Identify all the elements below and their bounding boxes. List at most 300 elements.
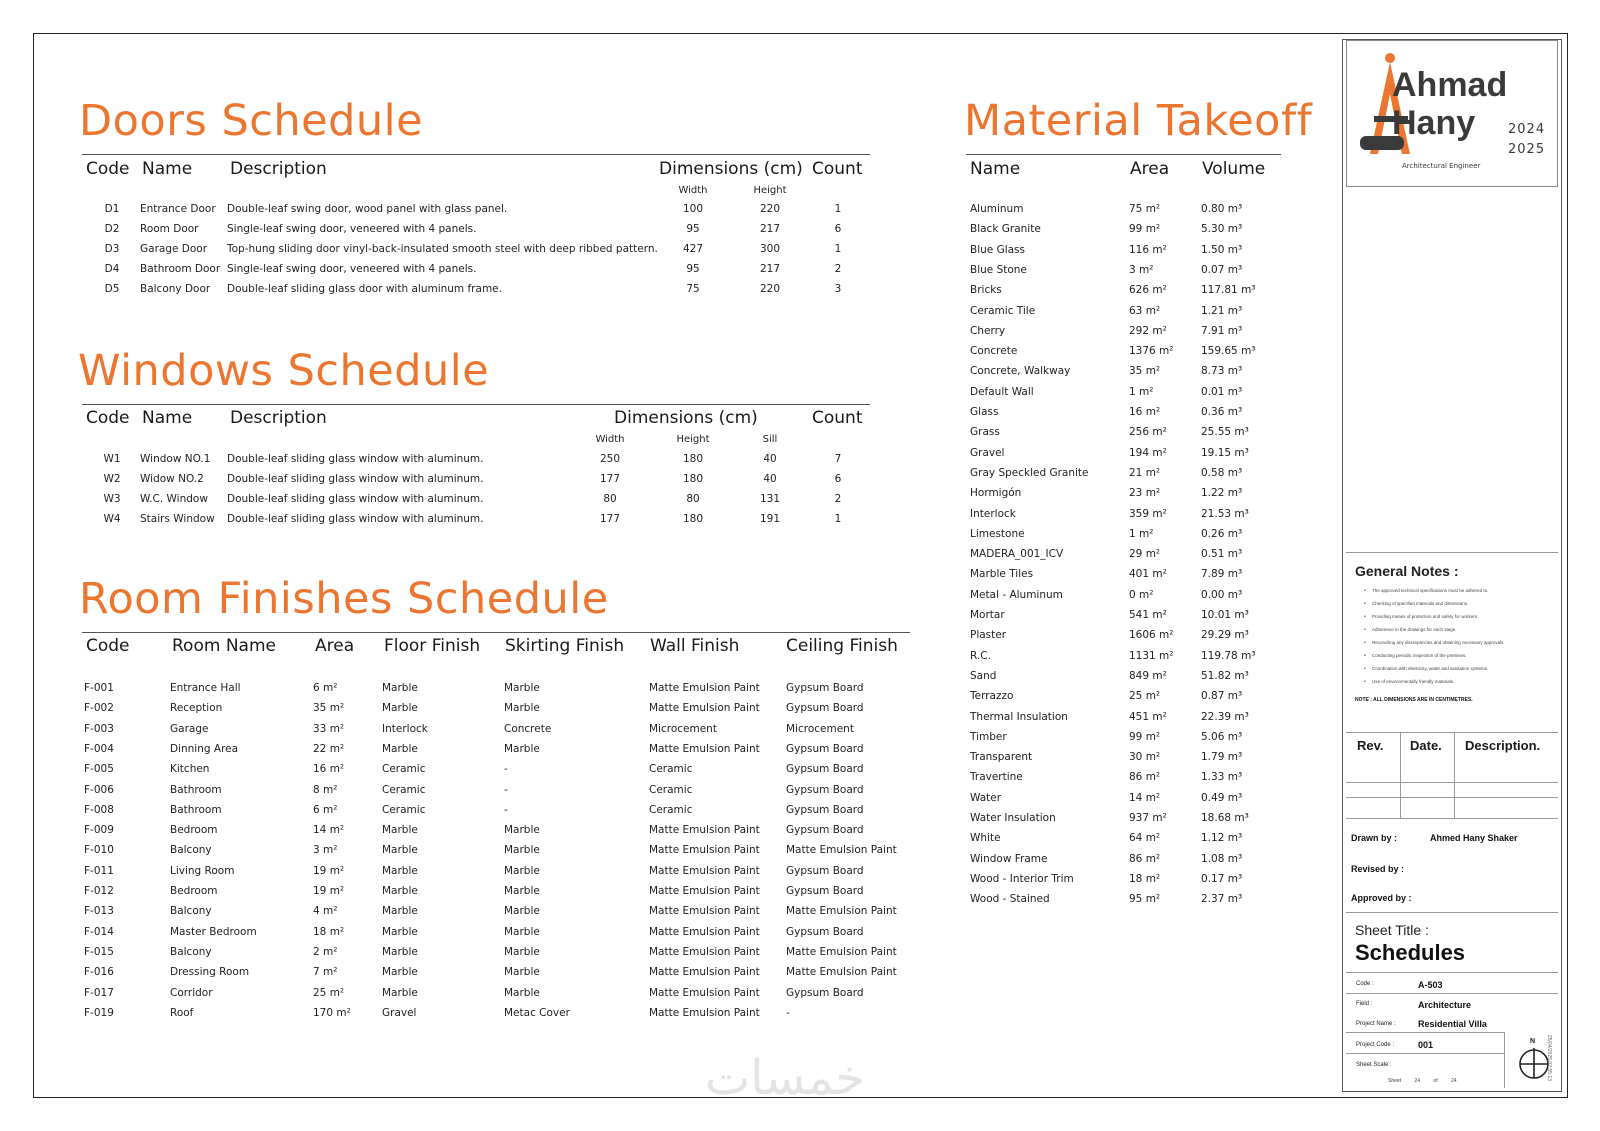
rev-header-rule bbox=[1346, 782, 1558, 783]
door-name: Balcony Door bbox=[140, 283, 211, 295]
drawn-by-value: Ahmed Hany Shaker bbox=[1430, 833, 1518, 843]
room-ceiling-finish: Gypsum Board bbox=[786, 702, 864, 715]
code-value: A-503 bbox=[1418, 980, 1443, 990]
room-code: F-019 bbox=[84, 1006, 114, 1019]
room-floor-finish: Marble bbox=[382, 824, 418, 837]
material-name: Gray Speckled Granite bbox=[970, 466, 1089, 479]
material-volume: 1.12 m³ bbox=[1201, 832, 1243, 845]
material-area: 401 m² bbox=[1129, 568, 1167, 581]
revised-by-label: Revised by : bbox=[1351, 864, 1405, 874]
room-finishes-title: Room Finishes Schedule bbox=[79, 574, 609, 624]
windows-subheader-height: Height bbox=[676, 434, 710, 445]
door-count: 3 bbox=[834, 283, 842, 295]
window-count: 7 bbox=[834, 453, 842, 465]
room-skirting-finish: Marble bbox=[504, 844, 540, 857]
window-name: Widow NO.2 bbox=[140, 473, 204, 485]
room-code: F-017 bbox=[84, 986, 114, 999]
window-count: 6 bbox=[834, 473, 842, 485]
door-description: Double-leaf swing door, wood panel with glass panel. bbox=[227, 203, 508, 215]
room-name: Garage bbox=[170, 722, 209, 735]
room-wall-finish: Matte Emulsion Paint bbox=[649, 986, 760, 999]
material-volume: 22.39 m³ bbox=[1201, 710, 1249, 723]
material-volume: 0.17 m³ bbox=[1201, 872, 1243, 885]
room-name: Roof bbox=[170, 1006, 194, 1019]
room-skirting-finish: - bbox=[504, 783, 508, 796]
material-volume: 0.51 m³ bbox=[1201, 548, 1243, 561]
window-height: 180 bbox=[682, 453, 704, 465]
logo-year-2: 2025 bbox=[1508, 142, 1546, 157]
material-area: 21 m² bbox=[1129, 466, 1161, 479]
windows-title-rule bbox=[82, 404, 870, 405]
room-name: Dressing Room bbox=[170, 966, 250, 979]
material-volume: 29.29 m³ bbox=[1201, 629, 1249, 642]
window-name: W.C. Window bbox=[140, 493, 208, 505]
room-code: F-008 bbox=[84, 803, 114, 816]
material-area: 30 m² bbox=[1129, 751, 1161, 764]
room-wall-finish: Matte Emulsion Paint bbox=[649, 742, 760, 755]
rev-header-date: Date. bbox=[1410, 738, 1442, 753]
room-floor-finish: Marble bbox=[382, 702, 418, 715]
material-volume: 5.30 m³ bbox=[1201, 223, 1243, 236]
material-takeoff-title: Material Takeoff bbox=[964, 96, 1313, 146]
door-height: 217 bbox=[759, 223, 781, 235]
materials-header-area: Area bbox=[1130, 159, 1170, 179]
room-code: F-012 bbox=[84, 885, 114, 897]
rooms-header-code: Code bbox=[86, 636, 130, 656]
doors-header-code: Code bbox=[86, 159, 130, 179]
windows-header-description: Description bbox=[230, 408, 327, 428]
material-name: Terrazzo bbox=[970, 690, 1014, 703]
material-area: 1606 m² bbox=[1129, 629, 1174, 642]
room-name: Bathroom bbox=[170, 783, 222, 796]
material-area: 0 m² bbox=[1129, 588, 1154, 601]
room-wall-finish: Matte Emulsion Paint bbox=[649, 864, 760, 877]
room-area: 16 m² bbox=[313, 763, 345, 776]
project-code-rule bbox=[1346, 1053, 1504, 1054]
window-code: W4 bbox=[103, 513, 121, 525]
window-description: Double-leaf sliding glass window with aluminum. bbox=[227, 493, 484, 505]
material-name: Concrete bbox=[970, 345, 1018, 358]
material-volume: 0.00 m³ bbox=[1201, 588, 1243, 601]
room-code: F-009 bbox=[84, 824, 114, 837]
rev-bottom-rule bbox=[1346, 818, 1558, 819]
rev-col-divider-2 bbox=[1454, 732, 1455, 818]
sheet-number: 24 bbox=[1414, 1078, 1421, 1084]
room-floor-finish: Gravel bbox=[382, 1006, 417, 1019]
window-name: Window NO.1 bbox=[140, 453, 211, 465]
room-code: F-013 bbox=[84, 905, 114, 918]
sheet-title-value: Schedules bbox=[1355, 940, 1466, 965]
material-volume: 0.36 m³ bbox=[1201, 406, 1243, 418]
door-width: 75 bbox=[686, 283, 700, 295]
room-area: 6 m² bbox=[313, 803, 338, 816]
door-width: 100 bbox=[682, 203, 704, 215]
material-area: 359 m² bbox=[1129, 507, 1167, 520]
material-volume: 1.33 m³ bbox=[1201, 771, 1243, 784]
room-code: F-001 bbox=[84, 682, 114, 694]
material-volume: 0.01 m³ bbox=[1201, 385, 1243, 398]
window-width: 80 bbox=[603, 493, 617, 505]
drawn-by-label: Drawn by : bbox=[1351, 833, 1398, 843]
material-name: White bbox=[970, 832, 1001, 845]
rooms-header-area: Area bbox=[315, 636, 355, 656]
door-name: Garage Door bbox=[140, 243, 208, 255]
room-floor-finish: Marble bbox=[382, 885, 418, 897]
room-code: F-010 bbox=[84, 844, 114, 857]
room-area: 25 m² bbox=[313, 986, 345, 999]
logo-text: Ahmad Hany bbox=[1392, 66, 1508, 142]
room-area: 35 m² bbox=[313, 702, 345, 715]
room-floor-finish: Marble bbox=[382, 844, 418, 857]
room-name: Balcony bbox=[170, 945, 212, 958]
room-wall-finish: Matte Emulsion Paint bbox=[649, 844, 760, 857]
room-floor-finish: Marble bbox=[382, 925, 418, 938]
material-name: MADERA_001_ICV bbox=[970, 548, 1064, 561]
room-area: 6 m² bbox=[313, 682, 338, 694]
room-wall-finish: Ceramic bbox=[649, 803, 693, 816]
material-name: Default Wall bbox=[970, 385, 1034, 398]
of-label: of bbox=[1433, 1078, 1438, 1084]
rooms-header-skirting: Skirting Finish bbox=[505, 636, 625, 656]
room-ceiling-finish: Microcement bbox=[786, 722, 854, 735]
room-skirting-finish: Marble bbox=[504, 682, 540, 694]
material-volume: 7.89 m³ bbox=[1201, 568, 1243, 581]
project-name-value: Residential Villa bbox=[1418, 1019, 1487, 1029]
window-width: 177 bbox=[599, 473, 621, 485]
room-skirting-finish: Marble bbox=[504, 885, 540, 897]
rev-header-rev: Rev. bbox=[1357, 738, 1384, 753]
room-ceiling-finish: Gypsum Board bbox=[786, 925, 864, 938]
material-name: Travertine bbox=[970, 771, 1023, 784]
material-area: 541 m² bbox=[1129, 609, 1167, 621]
sheet-label: Sheet bbox=[1388, 1078, 1402, 1084]
sheet-total: 24 bbox=[1450, 1078, 1457, 1084]
material-volume: 21.53 m³ bbox=[1201, 507, 1249, 520]
room-name: Bathroom bbox=[170, 803, 222, 816]
material-volume: 1.21 m³ bbox=[1201, 304, 1243, 317]
material-name: Sand bbox=[970, 669, 997, 682]
material-volume: 18.68 m³ bbox=[1201, 812, 1249, 824]
material-name: Limestone bbox=[970, 527, 1025, 540]
room-wall-finish: Matte Emulsion Paint bbox=[649, 885, 760, 897]
door-description: Single-leaf swing door, veneered with 4 panels. bbox=[227, 223, 477, 235]
door-height: 220 bbox=[759, 203, 781, 215]
room-ceiling-finish: Matte Emulsion Paint bbox=[786, 945, 897, 958]
material-area: 451 m² bbox=[1129, 710, 1167, 723]
logo-subtitle: Architectural Engineer bbox=[1402, 162, 1481, 170]
door-count: 1 bbox=[834, 243, 842, 255]
door-code: D3 bbox=[104, 243, 120, 255]
room-name: Master Bedroom bbox=[170, 925, 257, 938]
material-volume: 1.08 m³ bbox=[1201, 852, 1243, 865]
room-ceiling-finish: Gypsum Board bbox=[786, 824, 864, 837]
window-code: W2 bbox=[103, 473, 121, 485]
north-divider bbox=[1504, 1032, 1505, 1088]
project-code-value: 001 bbox=[1418, 1040, 1434, 1050]
door-code: D4 bbox=[104, 263, 120, 275]
room-wall-finish: Ceramic bbox=[649, 763, 693, 776]
sheet-title-bottom-rule bbox=[1346, 972, 1558, 973]
door-count: 6 bbox=[834, 223, 842, 235]
material-volume: 1.79 m³ bbox=[1201, 751, 1243, 764]
room-ceiling-finish: Gypsum Board bbox=[786, 803, 864, 816]
material-area: 29 m² bbox=[1129, 548, 1161, 561]
room-floor-finish: Marble bbox=[382, 966, 418, 979]
door-description: Top-hung sliding door vinyl-back-insulated smooth steel with deep ribbed pattern. bbox=[227, 243, 658, 255]
material-name: Wood - Stained bbox=[970, 893, 1050, 906]
general-note-item: • Adherence to the drawings for each stage. bbox=[1372, 627, 1457, 632]
door-width: 95 bbox=[686, 263, 700, 275]
sheet-title-top-rule bbox=[1346, 912, 1558, 913]
code-label: Code : bbox=[1356, 981, 1374, 987]
general-note-item: • Checking of specified materials and dimensions. bbox=[1372, 601, 1468, 606]
material-name: Blue Stone bbox=[970, 263, 1027, 276]
general-note-item: • Coordination with electricity, water and sanitation systems. bbox=[1372, 666, 1488, 671]
material-area: 99 m² bbox=[1129, 223, 1161, 236]
room-skirting-finish: Marble bbox=[504, 966, 540, 979]
logo bbox=[1352, 44, 1552, 184]
watermark: خمسات bbox=[705, 1050, 866, 1106]
rooms-title-rule bbox=[82, 632, 910, 633]
room-wall-finish: Matte Emulsion Paint bbox=[649, 966, 760, 979]
door-height: 300 bbox=[759, 243, 781, 255]
material-area: 937 m² bbox=[1129, 812, 1167, 824]
material-volume: 0.07 m³ bbox=[1201, 263, 1243, 276]
window-width: 177 bbox=[599, 513, 621, 525]
room-area: 19 m² bbox=[313, 864, 345, 877]
material-area: 1376 m² bbox=[1129, 345, 1174, 358]
room-wall-finish: Matte Emulsion Paint bbox=[649, 905, 760, 918]
room-code: F-003 bbox=[84, 722, 114, 735]
room-wall-finish: Matte Emulsion Paint bbox=[649, 1006, 760, 1019]
material-name: R.C. bbox=[970, 649, 991, 662]
sheet-number-row bbox=[1388, 1078, 1457, 1084]
project-name-label: Project Name : bbox=[1356, 1021, 1396, 1027]
general-note-item: • Conducting periodic inspection of the premises. bbox=[1372, 653, 1467, 658]
doors-title-rule bbox=[82, 154, 870, 155]
room-name: Corridor bbox=[170, 986, 213, 999]
rev-row-rule bbox=[1346, 797, 1558, 798]
door-description: Double-leaf sliding glass door with aluminum frame. bbox=[227, 283, 502, 295]
material-area: 14 m² bbox=[1129, 791, 1161, 804]
room-area: 4 m² bbox=[313, 905, 338, 918]
windows-header-name: Name bbox=[142, 408, 193, 428]
door-name: Bathroom Door bbox=[140, 263, 221, 275]
room-skirting-finish: Marble bbox=[504, 925, 540, 938]
window-width: 250 bbox=[599, 453, 621, 465]
material-name: Concrete, Walkway bbox=[970, 365, 1071, 378]
material-volume: 0.58 m³ bbox=[1201, 466, 1243, 479]
window-sill: 131 bbox=[759, 493, 781, 505]
general-note-item: • Reconciling any discrepancies and obtaining necessary approvals. bbox=[1372, 640, 1505, 645]
material-area: 1131 m² bbox=[1129, 649, 1174, 662]
material-name: Cherry bbox=[970, 324, 1006, 337]
material-name: Wood - Interior Trim bbox=[970, 872, 1074, 885]
material-name: Blue Glass bbox=[970, 243, 1026, 256]
material-area: 23 m² bbox=[1129, 487, 1161, 500]
material-name: Water bbox=[970, 791, 1002, 804]
room-wall-finish: Matte Emulsion Paint bbox=[649, 682, 760, 694]
project-code-label: Project Code : bbox=[1356, 1042, 1395, 1048]
material-name: Metal - Aluminum bbox=[970, 588, 1063, 601]
room-skirting-finish: Marble bbox=[504, 824, 540, 837]
window-code: W3 bbox=[103, 493, 121, 505]
door-name: Entrance Door bbox=[140, 203, 216, 215]
window-count: 2 bbox=[834, 493, 842, 505]
general-note-item: • Use of environmentally friendly materials. bbox=[1372, 679, 1454, 684]
material-volume: 8.73 m³ bbox=[1201, 365, 1243, 378]
material-name: Hormigón bbox=[970, 487, 1022, 500]
room-floor-finish: Ceramic bbox=[382, 783, 426, 796]
material-volume: 1.22 m³ bbox=[1201, 487, 1243, 500]
general-notes-title: General Notes : bbox=[1355, 563, 1459, 579]
sheet-title-label: Sheet Title : bbox=[1355, 922, 1429, 938]
material-area: 18 m² bbox=[1129, 872, 1161, 885]
material-volume: 117.81 m³ bbox=[1201, 284, 1256, 297]
doors-subheader-width: Width bbox=[678, 185, 708, 196]
sheet-border bbox=[33, 33, 1568, 1098]
room-wall-finish: Microcement bbox=[649, 722, 717, 735]
material-name: Timber bbox=[970, 730, 1007, 743]
material-volume: 0.26 m³ bbox=[1201, 527, 1243, 540]
material-name: Bricks bbox=[970, 284, 1002, 297]
room-name: Reception bbox=[170, 702, 223, 715]
room-area: 33 m² bbox=[313, 722, 345, 735]
material-volume: 2.37 m³ bbox=[1201, 893, 1243, 906]
room-floor-finish: Interlock bbox=[382, 722, 428, 735]
material-volume: 19.15 m³ bbox=[1201, 446, 1249, 459]
general-note-item: • Providing means of protection and safety for workers. bbox=[1372, 614, 1478, 619]
room-name: Balcony bbox=[170, 905, 212, 918]
material-name: Transparent bbox=[970, 751, 1033, 764]
project-name-rule bbox=[1346, 1032, 1504, 1033]
room-ceiling-finish: Gypsum Board bbox=[786, 682, 864, 694]
material-area: 86 m² bbox=[1129, 852, 1161, 865]
rooms-header-name: Room Name bbox=[172, 636, 276, 656]
window-count: 1 bbox=[834, 513, 842, 525]
room-wall-finish: Matte Emulsion Paint bbox=[649, 945, 760, 958]
doors-header-count: Count bbox=[812, 159, 863, 179]
material-area: 3 m² bbox=[1129, 263, 1154, 276]
date-stamp: 25/04/2025 02:55:13 bbox=[1546, 1035, 1552, 1081]
code-rule bbox=[1346, 993, 1558, 994]
room-area: 7 m² bbox=[313, 966, 338, 979]
material-volume: 7.91 m³ bbox=[1201, 324, 1243, 337]
material-area: 626 m² bbox=[1129, 284, 1167, 297]
window-description: Double-leaf sliding glass window with aluminum. bbox=[227, 513, 484, 525]
room-code: F-014 bbox=[84, 925, 114, 938]
room-ceiling-finish: Matte Emulsion Paint bbox=[786, 966, 897, 979]
room-wall-finish: Matte Emulsion Paint bbox=[649, 925, 760, 938]
door-count: 2 bbox=[834, 263, 842, 275]
material-name: Black Granite bbox=[970, 223, 1041, 236]
material-area: 16 m² bbox=[1129, 406, 1161, 418]
room-code: F-005 bbox=[84, 763, 114, 776]
door-description: Single-leaf swing door, veneered with 4 panels. bbox=[227, 263, 477, 275]
rooms-header-ceiling: Ceiling Finish bbox=[786, 636, 898, 656]
room-skirting-finish: - bbox=[504, 763, 508, 776]
windows-schedule-title: Windows Schedule bbox=[78, 346, 490, 396]
field-label: Field : bbox=[1356, 1001, 1373, 1007]
room-name: Living Room bbox=[170, 864, 235, 877]
room-floor-finish: Marble bbox=[382, 986, 418, 999]
doors-header-dimensions: Dimensions (cm) bbox=[659, 159, 803, 179]
material-name: Water Insulation bbox=[970, 812, 1056, 824]
materials-header-name: Name bbox=[970, 159, 1021, 179]
material-name: Window Frame bbox=[970, 852, 1048, 865]
room-floor-finish: Marble bbox=[382, 742, 418, 755]
room-ceiling-finish: Gypsum Board bbox=[786, 742, 864, 755]
material-area: 194 m² bbox=[1129, 446, 1167, 459]
room-wall-finish: Ceramic bbox=[649, 783, 693, 796]
windows-header-count: Count bbox=[812, 408, 863, 428]
material-name: Plaster bbox=[970, 629, 1007, 642]
room-floor-finish: Ceramic bbox=[382, 763, 426, 776]
material-volume: 5.06 m³ bbox=[1201, 730, 1243, 743]
material-volume: 119.78 m³ bbox=[1201, 649, 1256, 662]
room-area: 22 m² bbox=[313, 742, 345, 755]
material-volume: 25.55 m³ bbox=[1201, 426, 1249, 439]
room-area: 18 m² bbox=[313, 925, 345, 938]
rev-header-description: Description. bbox=[1465, 738, 1541, 753]
material-name: Thermal Insulation bbox=[970, 710, 1068, 723]
room-ceiling-finish: Gypsum Board bbox=[786, 986, 864, 999]
room-area: 8 m² bbox=[313, 783, 338, 796]
window-height: 80 bbox=[686, 493, 700, 505]
room-floor-finish: Ceramic bbox=[382, 803, 426, 816]
door-name: Room Door bbox=[140, 223, 199, 235]
room-skirting-finish: Marble bbox=[504, 742, 540, 755]
room-code: F-002 bbox=[84, 702, 114, 715]
room-code: F-011 bbox=[84, 864, 114, 877]
room-skirting-finish: Concrete bbox=[504, 722, 552, 735]
room-name: Entrance Hall bbox=[170, 682, 241, 694]
rev-col-divider-1 bbox=[1400, 732, 1401, 818]
window-height: 180 bbox=[682, 513, 704, 525]
material-area: 256 m² bbox=[1129, 426, 1167, 439]
room-name: Dinning Area bbox=[170, 742, 239, 755]
room-area: 14 m² bbox=[313, 824, 345, 837]
room-name: Kitchen bbox=[170, 763, 210, 776]
room-floor-finish: Marble bbox=[382, 945, 418, 958]
door-code: D5 bbox=[104, 283, 120, 295]
windows-subheader-sill: Sill bbox=[762, 434, 778, 445]
room-area: 2 m² bbox=[313, 945, 338, 958]
doors-subheader-height: Height bbox=[753, 185, 787, 196]
material-name: Gravel bbox=[970, 446, 1005, 459]
door-width: 95 bbox=[686, 223, 700, 235]
window-code: W1 bbox=[103, 453, 121, 465]
windows-subheader-width: Width bbox=[595, 434, 625, 445]
material-area: 1 m² bbox=[1129, 385, 1154, 398]
room-ceiling-finish: Matte Emulsion Paint bbox=[786, 844, 897, 857]
room-code: F-015 bbox=[84, 945, 114, 958]
doors-header-description: Description bbox=[230, 159, 327, 179]
room-skirting-finish: - bbox=[504, 803, 508, 816]
room-skirting-finish: Marble bbox=[504, 864, 540, 877]
material-area: 63 m² bbox=[1129, 304, 1161, 317]
window-description: Double-leaf sliding glass window with aluminum. bbox=[227, 453, 484, 465]
window-name: Stairs Window bbox=[140, 513, 215, 525]
room-ceiling-finish: Gypsum Board bbox=[786, 864, 864, 877]
material-area: 25 m² bbox=[1129, 690, 1161, 703]
room-floor-finish: Marble bbox=[382, 682, 418, 694]
material-volume: 159.65 m³ bbox=[1201, 345, 1256, 358]
logo-year-1: 2024 bbox=[1508, 122, 1546, 137]
room-ceiling-finish: Matte Emulsion Paint bbox=[786, 905, 897, 918]
approved-by-label: Approved by : bbox=[1351, 893, 1412, 903]
material-area: 292 m² bbox=[1129, 324, 1167, 337]
